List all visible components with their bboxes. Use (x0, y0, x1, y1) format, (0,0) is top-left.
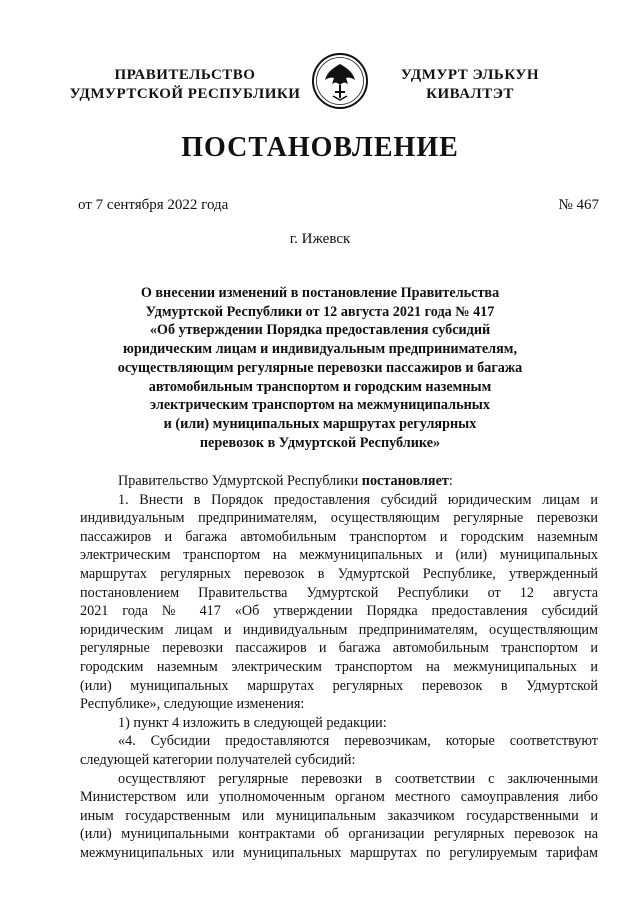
body-line: (или) муниципальными контрактами об организации регулярных перевозок на (80, 826, 598, 843)
subject-line: Удмуртской Республики от 12 августа 2021 года № 417 (145, 303, 495, 320)
document-number: № 467 (558, 197, 599, 213)
intro-text: Правительство Удмуртской Республики (118, 473, 362, 489)
intro-bold: постановляет (361, 473, 449, 489)
subject-line: О внесении изменений в постановление Правительства (140, 285, 500, 301)
body-line: маршрутах регулярных перевозок в Удмуртской Республике, утвержденный (80, 565, 598, 582)
body-line: пассажиров и багажа автомобильным транспортом и городским наземным (80, 528, 598, 545)
body-line: Министерством или уполномоченным органом местного самоуправления либо (80, 789, 598, 806)
subject-line: и (или) муниципальных маршрутах регулярных (163, 415, 477, 432)
subject-line: электрическим транспортом на межмуниципальных (150, 397, 490, 414)
body-line: Республике», следующие изменения: (80, 696, 305, 713)
body-line: 1. Внести в Порядок предоставления субсидий юридическим лицам и (118, 491, 598, 508)
header-left-line-2: УДМУРТСКОЙ РЕСПУБЛИКИ (69, 86, 301, 102)
subject-line: осуществляющим регулярные перевозки пассажиров и багажа (117, 359, 523, 376)
body-line: следующей категории получателей субсидий: (80, 751, 356, 768)
body-line: регулярные перевозки пассажиров и багажа автомобильным транспортом и (80, 640, 598, 657)
intro-colon: : (448, 473, 453, 489)
body-line: осуществляют регулярные перевозки в соответствии с заключенными (118, 770, 598, 787)
government-name-udmurt (360, 66, 580, 104)
subject-line: юридическим лицам и индивидуальным предпринимателям, (122, 341, 518, 358)
header-right-line-1: УДМУРТ ЭЛЬКУН (400, 67, 540, 83)
subject-line: автомобильным транспортом и городским наземным (148, 378, 492, 395)
body-line: индивидуальным предпринимателям, осуществляющим регулярные перевозки (80, 510, 598, 527)
body-line: межмуниципальных или муниципальных маршрутах по регулируемым тарифам (80, 844, 598, 861)
body-line: 1) пункт 4 изложить в следующей редакции: (118, 714, 387, 731)
document-date: от 7 сентября 2022 года (78, 197, 229, 213)
body-line: «4. Субсидии предоставляются перевозчикам, которые соответствуют (118, 733, 598, 750)
body-line: электрическим транспортом на межмуниципальных и (или) муниципальных (80, 547, 598, 564)
body-line: городским наземным электрическим транспортом на межмуниципальных и (80, 658, 598, 675)
header-left-line-1: ПРАВИТЕЛЬСТВО (114, 67, 256, 83)
body-lines (80, 491, 598, 863)
header-right-line-2: КИВАЛТЭТ (426, 86, 514, 102)
body-line: постановлением Правительства Удмуртской Республики от 12 августа (80, 584, 598, 601)
body-line: юридическим лицам и индивидуальным предпринимателям, осуществляющим (80, 621, 598, 638)
body-line: иным государственным или муниципальным заказчиком государственными и (80, 807, 598, 824)
document-title: ПОСТАНОВЛЕНИЕ (181, 132, 459, 163)
subject-line: перевозок в Удмуртской Республике» (199, 434, 441, 451)
body-line: (или) муниципальных маршрутах регулярных перевозок в Удмуртской (80, 677, 598, 694)
government-name-russian (60, 66, 310, 104)
subject-line: «Об утверждении Порядка предоставления субсидий (149, 322, 491, 339)
document-subject (110, 284, 530, 452)
body-line: 2021 года № 417 «Об утверждении Порядка предоставления субсидий (80, 603, 598, 620)
document-city: г. Ижевск (289, 231, 351, 247)
document-body (80, 472, 598, 862)
intro-paragraph (80, 472, 598, 491)
